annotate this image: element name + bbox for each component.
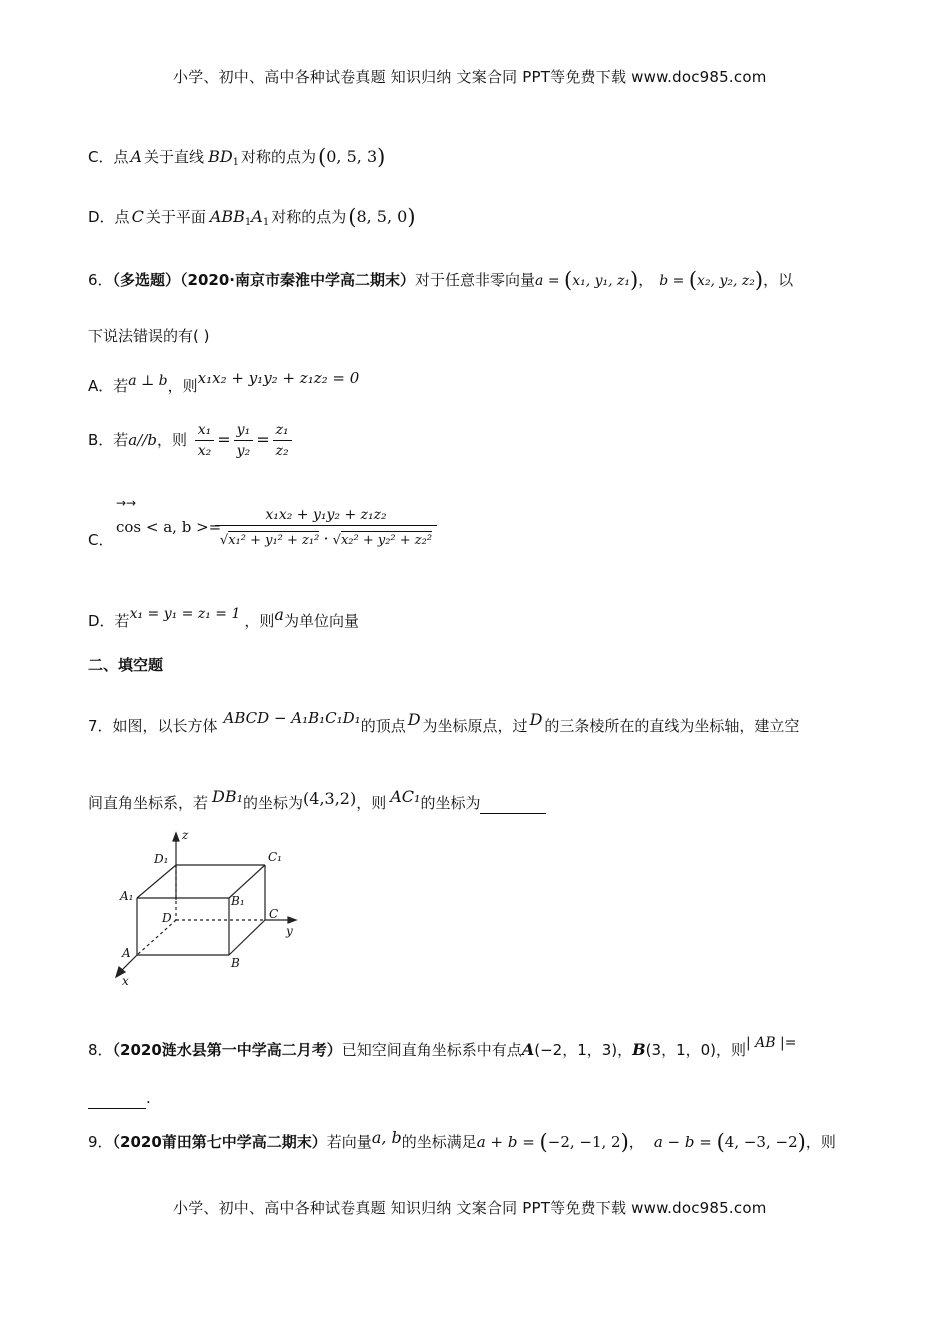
label-c1: C₁ (268, 850, 282, 864)
page-header: 小学、初中、高中各种试卷真题 知识归纳 文案合同 PPT等免费下载 www.doc985.com (173, 68, 767, 86)
y-axis-arrow (288, 917, 296, 923)
q8-line2: . (88, 1088, 151, 1109)
q7-line2: 间直角坐标系，若 DB₁的坐标为(4,3,2)，则 AC₁的坐标为 (88, 787, 546, 814)
q5-option-d: D．点 C 关于平面 $ABB_1A_1$ 对称的点为(8, 5, 0) (88, 205, 416, 229)
q8-line1: 8．（2020涟水县第一中学高二月考）已知空间直角坐标系中有点A(−2，1，3)，B(3，1，0)，则| AB |= (88, 1035, 797, 1059)
q8-answer-blank[interactable] (88, 1088, 146, 1109)
q5-option-c: C．点 A 关于直线 $BD_1$ 对称的点为(0, 5, 3) (88, 145, 386, 169)
edge-da-hidden (137, 920, 176, 955)
q6-stem-line1: 6．（多选题）（2020·南京市秦淮中学高二期末）对于任意非零向量a = (x₁, y₁, z₁)， b = (x₂, y₂, z₂)，以 (88, 268, 794, 292)
page-footer: 小学、初中、高中各种试卷真题 知识归纳 文案合同 PPT等免费下载 www.doc985.com (173, 1199, 767, 1217)
label-d1: D₁ (154, 852, 169, 866)
q6-c-fraction: x₁x₂ + y₁y₂ + z₁z₂ √x₁² + y₁² + z₁² · √x₂² + y₂² + z₂² (215, 507, 437, 548)
vector-arrows: →→ (116, 496, 137, 510)
label-x: x (122, 974, 129, 988)
label-c: C (269, 907, 279, 921)
q7-line1: 7．如图，以长方体 ABCD − A₁B₁C₁D₁的顶点 D 为坐标原点，过 D 的三条棱所在的直线为坐标轴，建立空 (88, 709, 800, 735)
q6-option-d: D．若x₁ = y₁ = z₁ = 1 ，则a为单位向量 (88, 605, 359, 630)
label-b1: B₁ (231, 894, 245, 908)
q6-option-c-label: C． (88, 531, 114, 549)
q6-option-b: B．若a//b，则 $\frac{\text{x₁}}{\text{x₂}}$ = $\frac{\text{y₁}}{\text{y₂}}$ = $\frac{\text{z₁}}{\text{z₂}}$ (88, 420, 295, 461)
label-a1: A₁ (120, 889, 134, 903)
label-y: y (286, 924, 293, 938)
label-d: D (162, 911, 172, 925)
q9-line1: 9．（2020莆田第七中学高二期末）若向量a, b的坐标满足a + b = (−2, −1, 2)， a − b = (4, −3, −2)，则 (88, 1128, 836, 1154)
q6-stem-line2: 下说法错误的有( ) (88, 327, 210, 345)
label-b: B (231, 956, 240, 970)
label-z: z (182, 828, 189, 842)
section-title: 二、填空题 (88, 656, 164, 674)
q6-option-a: A．若a ⊥ b，则x₁x₂ + y₁y₂ + z₁z₂ = 0 (88, 369, 360, 395)
q7-answer-blank[interactable] (480, 793, 546, 814)
edge-bc (229, 920, 265, 955)
cuboid-figure (110, 825, 310, 990)
z-axis-arrow (173, 833, 179, 841)
label-a: A (122, 946, 131, 960)
q6-c-lhs: cos < a, b >= (116, 518, 222, 536)
edge-d1a1 (137, 865, 176, 898)
